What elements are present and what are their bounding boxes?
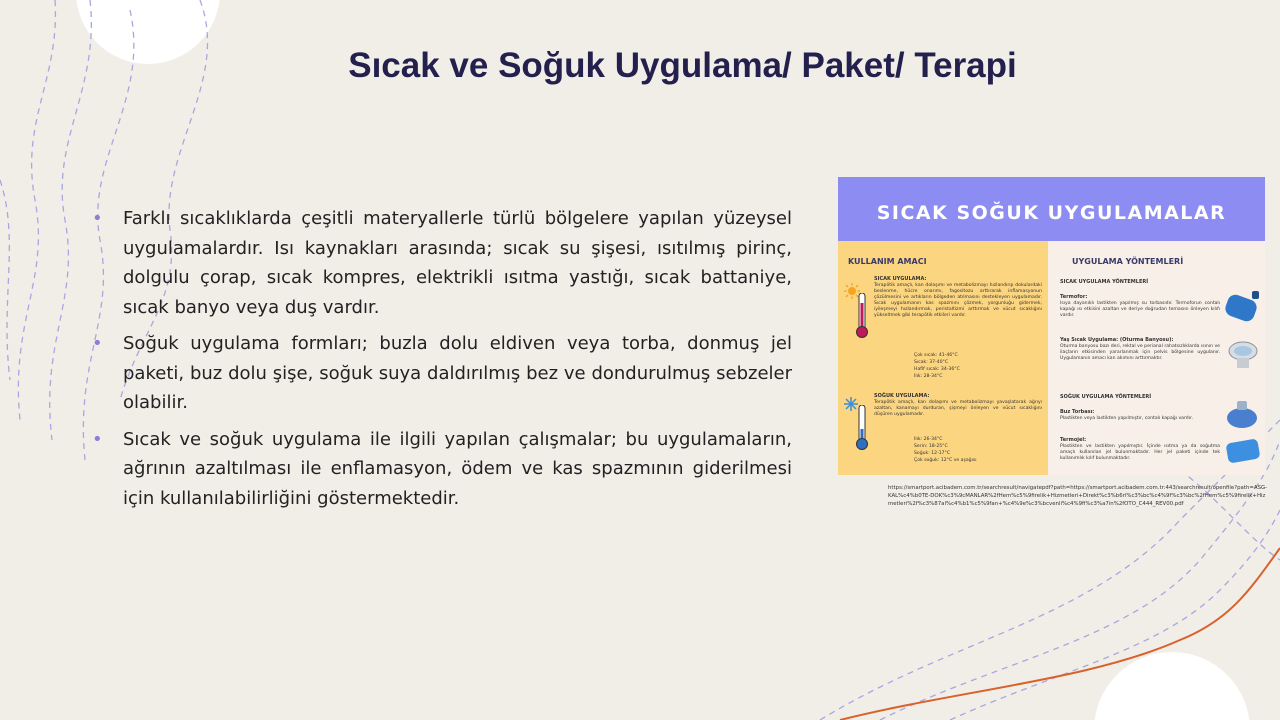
bullet-text: Farklı sıcaklıklarda çeşitli materyallerle türlü bölgelere yapılan yüzeysel uygulamalardır. Isı kaynakları arasında; sıcak su şişesi, ısıtılmış pirinç, dolgulu çorap, sıcak kompres, elektrikli ısıtma yastığı, sıcak battaniye, sıcak banyo veya duş vardır. xyxy=(123,208,792,318)
slide-title: Sıcak ve Soğuk Uygulama/ Paket/ Terapi xyxy=(348,46,1017,85)
gel-pack-text: Plastikten ve lastikten yapılmıştır. İçinde ısıtma ya da soğutma amaçlı kullanılan jel bulunmaktadır. Her jel paketi içinde tek kullanımlık kılıf bulunmaktadır. xyxy=(1060,444,1220,461)
gel-pack-label: Termojel: xyxy=(1060,437,1087,443)
hot-methods-title: SICAK UYGULAMA YÖNTEMLERİ xyxy=(1060,279,1149,285)
hot-thermometer-icon xyxy=(856,293,868,339)
hot-water-bottle-icon xyxy=(1222,289,1262,323)
cold-temp-1: Ilık: 26-34°C xyxy=(914,437,943,442)
sitz-bath-label: Yaş Sıcak Uygulama: (Oturma Banyosu): xyxy=(1060,337,1174,343)
hot-application-text: Terapötik amaçlı, kan dolaşımı ve metabolizmayı hızlandırıp dokulardaki beslenme, hücre onarımı, fagositozu arttırarak inflamasyonun çözülmesini ve artıkların bölgeden atılmasını destekleyen uygulamadır. Sıcak uygulamanın kas spazmını çözmek, yorgunluğu gidermek, iyileşmeyi hızlandırmak, peristaltizmi arttırmak ve vücut sıcaklığını yükseltmek gibi terapötik etkileri vardır. xyxy=(874,283,1042,318)
termofor-text: Isıya dayanıklı lastikten yapılmış su torbasıdır. Termoforun contalı kapağı ısı etkisini azaltan ve deriye doğrudan temasını önleyen kılıfı vardır. xyxy=(1060,301,1220,318)
bullet-list xyxy=(92,204,792,520)
infographic-image xyxy=(838,177,1265,475)
application-methods-panel xyxy=(1048,241,1265,475)
bullet-text: Sıcak ve soğuk uygulama ile ilgili yapılan çalışmalar; bu uygulamaların, ağrının azaltılması ile enflamasyon, ödem ve kas spazmının giderilmesi için kullanılabilirliğini göstermektedir. xyxy=(123,428,792,509)
application-methods-title: UYGULAMA YÖNTEMLERİ xyxy=(1072,257,1184,266)
orange-accent-line xyxy=(840,548,1280,720)
hot-application-label: SICAK UYGULAMA: xyxy=(874,276,927,282)
bullet-dot: • xyxy=(92,333,103,354)
bottom-white-circle xyxy=(1094,652,1250,720)
cold-application-text: Terapötik amaçlı, kan dolaşımı ve metabolizmayı yavaşlatarak ağrıyı azaltan, kanamayı durduran, şişmeyi önleyen ve vücut sıcaklığını düşüren uygulamadır. xyxy=(874,400,1042,417)
hot-temp-2: Sıcak: 37-40°C xyxy=(914,360,949,365)
hot-temp-1: Çok sıcak: 41-46°C xyxy=(914,353,958,358)
cold-temp-2: Serin: 18-25°C xyxy=(914,444,948,449)
cold-temp-3: Soğuk: 12-17°C xyxy=(914,451,951,456)
usage-purpose-panel xyxy=(838,241,1048,475)
sitz-bath-text: Oturma banyosu bazı deri, rektal ve perianal rahatsızlıklarda ısının ve ilaçların etkisinden yararlanmak için pelvis bölgesine uygulanır. Uygulamanın amacı kan akımını arttırmaktır. xyxy=(1060,344,1221,361)
infographic-header: SICAK SOĞUK UYGULAMALAR xyxy=(838,177,1265,241)
sitz-bath-icon xyxy=(1226,337,1260,371)
bullet-item-1 xyxy=(92,204,792,322)
ice-bag-text: Plastikten veya lastikten yapılmıştır, contalı kapağı vardır. xyxy=(1060,416,1193,421)
bullet-item-2 xyxy=(92,329,792,418)
bullet-dot: • xyxy=(92,208,103,229)
hot-temp-3: Hafif sıcak: 34-36°C xyxy=(914,367,960,372)
bullet-item-3 xyxy=(92,425,792,514)
bullet-text: Soğuk uygulama formları; buzla dolu eldiven veya torba, donmuş jel paketi, buz dolu şişe, soğuk suya daldırılmış bez ve dondurulmuş sebzeler olabilir. xyxy=(123,333,792,413)
hot-temp-4: Ilık: 28-34°C xyxy=(914,374,943,379)
cold-thermometer-icon xyxy=(856,405,868,451)
gel-pack-icon xyxy=(1224,437,1262,465)
source-url: https://smartport.acibadem.com.tr/searchresult/navigatepdf?path=https://smartport.acibadem.com.tr:443/searchresult/openfile?path=ASG-KAL%c4%b0TE-DOK%c3%9cMANLAR%2fHem%c5%9firelik+Hizmetleri+Direkt%c3%b6rl%c3%bc%c4%9f%c3%bc%2fHem%c5%9firelik+Hizmetleri%2f%c3%87al%c4%b1%c5%9fan+%c4%9e%c3%bcvenli%c4%9fi%c3%a7in%2fOTO_C444_REV00.pdf xyxy=(888,485,1268,507)
termofor-label: Termofor: xyxy=(1060,294,1088,300)
ice-bag-icon xyxy=(1224,398,1260,430)
bullet-dot: • xyxy=(92,428,103,450)
ice-bag-label: Buz Torbası: xyxy=(1060,409,1095,415)
cold-methods-title: SOĞUK UYGULAMA YÖNTEMLERİ xyxy=(1060,394,1152,400)
usage-purpose-title: KULLANIM AMACI xyxy=(848,257,927,266)
cold-application-label: SOĞUK UYGULAMA: xyxy=(874,393,930,399)
cold-temp-4: Çok soğuk: 12°C ve aşağısı xyxy=(914,458,977,463)
